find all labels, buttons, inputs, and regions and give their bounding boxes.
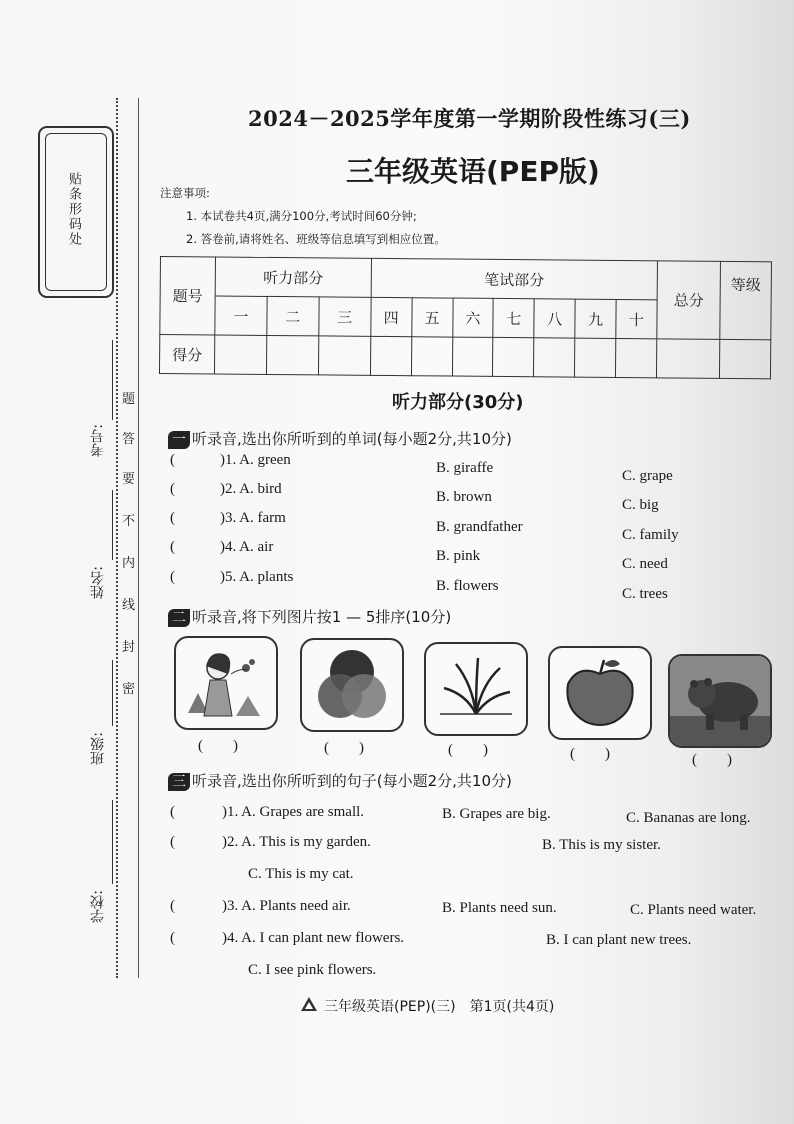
q-option-c[interactable]: C. Bananas are long. [626,810,751,826]
order-blank[interactable]: ( ) [448,742,488,758]
seal-char: 线 [122,598,136,613]
q-option-a[interactable]: )1. A. Grapes are small. [222,804,365,820]
q-paren: ( [170,452,175,468]
girl-smelling-flowers-icon [176,638,276,728]
section2-header [168,606,451,627]
section-number: 九 [575,299,616,338]
seal-char: 不 [122,514,136,529]
exam-title: 2024－2025学年度第一学期阶段性练习(三) [248,106,691,131]
order-blank[interactable]: ( ) [198,738,238,754]
note-item: 2. 答卷前,请将姓名、班级等信息填写到相应位置。 [186,232,446,246]
seal-char: 要 [122,472,136,487]
score-input-cell[interactable] [656,339,719,379]
q-option-b[interactable]: B. flowers [436,578,499,594]
q-option-b[interactable]: B. giraffe [436,460,494,476]
seal-solid-line [138,98,139,978]
q-paren: ( [170,804,175,820]
q-option-b[interactable]: B. Plants need sun. [442,900,557,916]
exam-subtitle: 三年级英语(PEP版) [346,155,600,188]
picture-circles [300,638,404,732]
score-input-cell[interactable] [615,338,656,377]
q-paren: ( [170,834,175,850]
class-field[interactable] [112,660,113,726]
section3-title: 听录音,选出你所听到的句子(每小题2分,共10分) [192,772,512,790]
q-option-a[interactable]: )2. A. This is my garden. [222,834,371,850]
q-option-a[interactable]: )4. A. I can plant new flowers. [222,930,405,946]
score-input-cell[interactable] [493,337,534,376]
apple-icon [550,648,650,738]
q-option-a[interactable]: )2. A. bird [220,481,282,497]
note-item: 1. 本试卷共4页,满分100分,考试时间60分钟; [186,209,417,223]
seal-char: 内 [122,556,136,571]
q-option-a[interactable]: )4. A. air [220,539,274,555]
section-number: 四 [371,297,412,336]
seal-char: 题 [122,392,136,407]
q-option-b[interactable]: B. pink [436,548,481,564]
section-number: 六 [452,298,493,337]
writing-part-cell: 笔试部分 [371,258,658,299]
score-input-cell[interactable] [534,338,575,377]
class-label: 班级: [90,732,106,765]
seal-char: 密 [122,682,136,697]
q-option-b[interactable]: B. Grapes are big. [442,806,551,822]
section2-title: 听录音,将下列图片按1 — 5排序(10分) [192,608,452,626]
seal-char: 答 [122,432,136,447]
q-paren: ( [170,898,175,914]
picture-bear [668,654,772,748]
grade-cell: 等级 [720,261,772,339]
section3-header [168,770,512,791]
tihao-cell: 题号 [160,257,216,335]
section-number: 一 [215,296,267,335]
page-footer: 三年级英语(PEP)(三) 第1页(共4页) [324,999,555,1015]
score-input-cell[interactable] [266,335,318,374]
q-paren: ( [170,481,175,497]
footer-triangle-icon [300,996,318,1016]
section-number: 二 [267,296,319,335]
exam-number-field[interactable] [112,340,113,420]
q-option-a[interactable]: )3. A. farm [220,510,286,526]
q-paren: ( [170,539,175,555]
name-field[interactable] [112,490,113,560]
q-option-c[interactable]: C. This is my cat. [248,866,354,882]
barcode-sticker-area [38,126,114,298]
section1-title: 听录音,选出你所听到的单词(每小题2分,共10分) [192,430,512,448]
picture-apple [548,646,652,740]
q-option-c[interactable]: C. I see pink flowers. [248,962,377,978]
q-option-b[interactable]: B. brown [436,489,492,505]
q-option-c[interactable]: C. big [622,497,659,513]
grass-plant-icon [426,644,526,734]
score-input-cell[interactable] [370,336,411,375]
listening-heading: 听力部分(30分) [392,392,524,413]
q-option-b[interactable]: B. This is my sister. [542,837,661,853]
order-blank[interactable]: ( ) [570,746,610,762]
q-option-c[interactable]: C. trees [622,586,668,602]
score-input-cell[interactable] [452,337,493,376]
score-input-cell[interactable] [719,339,770,378]
q-option-a[interactable]: )1. A. green [220,452,291,468]
bear-icon [670,656,770,746]
score-input-cell[interactable] [318,336,370,375]
q-option-c[interactable]: C. need [622,556,668,572]
total-cell: 总分 [657,261,721,340]
q-paren: ( [170,510,175,526]
section-number: 三 [319,297,371,336]
q-option-c[interactable]: C. grape [622,468,673,484]
q-option-c[interactable]: C. Plants need water. [630,902,757,918]
score-label-cell: 得分 [159,335,214,374]
q-option-b[interactable]: B. I can plant new trees. [546,932,692,948]
section-badge: 二 [168,609,190,627]
seal-dotted-line [116,98,118,978]
q-option-a[interactable]: )5. A. plants [220,569,294,585]
q-paren: ( [170,569,175,585]
exam-number-label: 考号: [90,424,106,457]
q-paren: ( [170,930,175,946]
section-number: 七 [493,298,534,337]
q-option-b[interactable]: B. grandfather [436,519,523,535]
score-input-cell[interactable] [411,337,452,376]
q-option-c[interactable]: C. family [622,527,679,543]
q-option-a[interactable]: )3. A. Plants need air. [222,898,351,914]
section-number: 十 [616,299,657,338]
seal-char: 封 [122,640,136,655]
overlapping-circles-icon [302,640,402,730]
section-badge: 一 [168,431,190,449]
score-input-cell[interactable] [575,338,616,377]
notes-heading: 注意事项: [160,186,210,200]
section1-header [168,428,512,449]
picture-girl-flowers [174,636,278,730]
section-number: 五 [411,298,452,337]
order-blank[interactable]: ( ) [324,740,364,756]
section-badge: 三 [168,773,190,791]
school-label: 学校: [90,890,106,923]
score-input-cell[interactable] [214,335,266,374]
name-label: 姓名: [90,566,106,599]
listening-part-cell: 听力部分 [215,257,371,297]
school-field[interactable] [112,800,113,884]
order-blank[interactable]: ( ) [692,752,732,768]
section-number: 八 [534,299,575,338]
picture-grass [424,642,528,736]
sticker-label: 贴条形码处 [66,172,81,247]
score-table [159,256,772,379]
